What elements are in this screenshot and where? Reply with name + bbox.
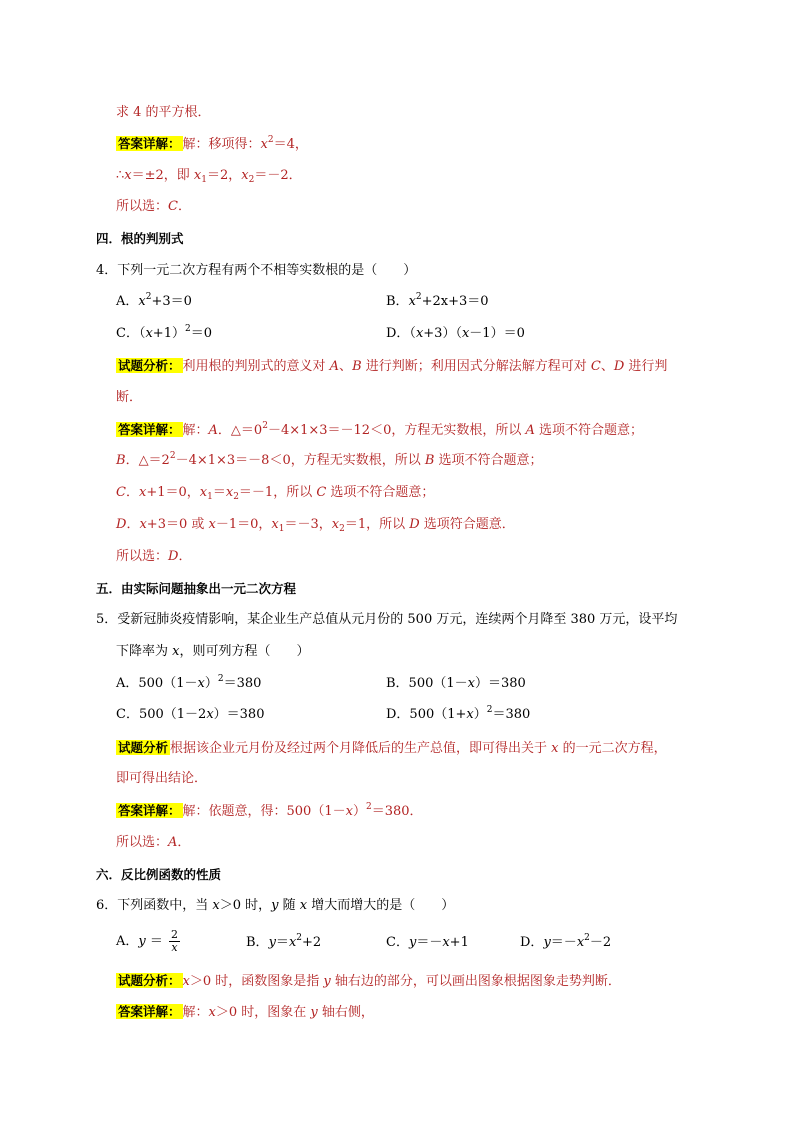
q5-option-a xyxy=(116,675,261,693)
q3-x1: x xyxy=(193,168,202,183)
q6-an-x: x xyxy=(182,974,190,989)
q6-answer-line xyxy=(116,1003,374,1022)
q4-c-x: x xyxy=(145,326,153,341)
answer-tag: 答案详解： xyxy=(118,1004,181,1019)
q6-stem-d: 增大而增大的是（ ） xyxy=(307,898,455,913)
q6-b-eq: ＝ xyxy=(275,935,289,950)
q4-a4-b: +3＝0 或 xyxy=(146,517,209,532)
q4-a4-xx: x xyxy=(208,517,216,532)
q4-a3-d: 选项不符合题意； xyxy=(326,485,435,500)
q4-a2-c: 选项不符合题意； xyxy=(434,453,543,468)
q4-a4-D2: D xyxy=(409,517,420,532)
q4-choose: 所以选： xyxy=(116,549,169,564)
q6-c-y: y xyxy=(408,935,417,950)
q3-pm: ＝±2，即 xyxy=(131,168,194,183)
q6-stem-a: 6．下列函数中，当 xyxy=(96,898,213,913)
q4-a1-c: －4×1×3＝－12＜0，方程无实数根，所以 xyxy=(267,423,526,438)
q4-c-label: C．（ xyxy=(116,326,146,341)
q4-a1-a: 解： xyxy=(182,423,209,438)
q4-option-a xyxy=(116,293,192,311)
q4-a2-B: B xyxy=(116,453,126,468)
q6-an-1: ＞0 时，函数图象是指 xyxy=(189,974,324,989)
q4-a3-s2: 2 xyxy=(233,492,239,502)
q6-a-den: x xyxy=(171,941,178,954)
q4-period: ． xyxy=(178,549,192,564)
q4-a-sup: 2 xyxy=(145,292,152,302)
q5-c-x: x xyxy=(206,707,214,722)
q6-b-sup: 2 xyxy=(296,933,303,943)
analysis-tag: 试题分析： xyxy=(118,358,181,373)
q4-an-2: 进行判断；利用因式分解法解方程可对 xyxy=(361,359,591,374)
q4-a3-x: x xyxy=(138,485,147,500)
q3-x: x xyxy=(124,168,132,183)
q6-an-2: 轴右边的部分，可以画出图象根据图象走势判断． xyxy=(330,974,621,989)
q4-answer-line2 xyxy=(116,452,543,470)
q4-an-1: 利用根的判别式的意义对 xyxy=(182,359,330,374)
q6-a-num: 2 xyxy=(171,928,179,941)
q4-an-D: D xyxy=(613,359,625,374)
q6-stem-c: 随 xyxy=(278,898,300,913)
q4-answer-line3 xyxy=(116,484,434,502)
q6-ans-b: ＞0 时，图象在 xyxy=(215,1005,311,1020)
q5-a-c: ＝380 xyxy=(223,676,262,691)
q6-stem-b: ＞0 时， xyxy=(219,898,272,913)
q4-a2-a: ．△＝2 xyxy=(125,453,170,468)
answer-tag: 答案详解： xyxy=(118,422,181,437)
q6-c-label: C． xyxy=(386,935,409,950)
q3-sub2: 2 xyxy=(248,175,255,185)
q6-c-rest: +1 xyxy=(449,935,469,950)
q5-ans-sup: 2 xyxy=(365,802,372,812)
q3-ans-sup: 2 xyxy=(267,135,274,145)
q4-an-C: C xyxy=(590,359,601,374)
q5-b-label: B．500（1－ xyxy=(386,676,468,691)
q6-stem-x: x xyxy=(212,898,220,913)
q6-ans-c: 轴右侧， xyxy=(317,1005,374,1020)
q6-a-fraction xyxy=(169,929,180,954)
q5-ans-x: x xyxy=(345,804,353,819)
q5-d-x: x xyxy=(466,707,474,722)
q4-stem: 4．下列一元二次方程有两个不相等实数根的是（ ） xyxy=(96,263,417,278)
q4-an-B: B xyxy=(352,359,362,374)
q6-analysis-line xyxy=(116,972,621,991)
q4-d-end: －1）＝0 xyxy=(469,326,525,341)
q4-option-d xyxy=(386,325,525,343)
q5-a-b: ） xyxy=(204,676,218,691)
q6-d-sup: 2 xyxy=(584,933,590,943)
q5-d-sup: 2 xyxy=(486,705,493,715)
q4-analysis-line2: 断． xyxy=(116,390,143,405)
q5-b-x: x xyxy=(467,676,475,691)
q3-sub1: 1 xyxy=(201,175,207,185)
q4-a4-d: ＝－3， xyxy=(284,517,332,532)
q6-an-y: y xyxy=(323,974,331,989)
q3-ans-a: 解：移项得： xyxy=(182,137,261,152)
q6-a-y: y xyxy=(138,934,146,949)
q5-ans-b: ） xyxy=(352,804,366,819)
q4-a2-sup: 2 xyxy=(169,451,176,461)
answer-tag: 答案详解： xyxy=(118,136,181,151)
q5-d-b: ） xyxy=(473,707,487,722)
q4-a1-b: ．△＝0 xyxy=(217,423,263,438)
q6-option-a xyxy=(116,928,182,956)
analysis-tag: 试题分析 xyxy=(118,740,169,755)
q5-option-d xyxy=(386,706,530,724)
q5-c-label: C．500（1－2 xyxy=(116,707,207,722)
q5-stem2x: x xyxy=(172,644,180,659)
q6-d-y: y xyxy=(543,935,551,950)
q4-a4-x: x xyxy=(139,517,147,532)
q3-line1: 求 4 的平方根． xyxy=(116,105,211,120)
q4-a3-b: +1＝0， xyxy=(146,485,200,500)
q5-a-label: A．500（1－ xyxy=(116,676,198,691)
q3-eqm2: ＝－2． xyxy=(254,168,302,183)
q5-c-c: ）＝380 xyxy=(213,707,265,722)
q5-d-label: D．500（1+ xyxy=(386,707,467,722)
q6-a-eq: ＝ xyxy=(145,934,168,949)
q5-ans-c: ＝380． xyxy=(371,804,423,819)
q3-choice-line xyxy=(116,198,191,216)
q4-a3-c: ＝－1，所以 xyxy=(238,485,317,500)
q4-a2-B2: B xyxy=(424,453,435,468)
q6-ans-x: x xyxy=(208,1005,216,1020)
q5-choose: 所以选： xyxy=(116,835,169,850)
q4-a4-f: 选项符合题意． xyxy=(419,517,515,532)
q5-ans-a: 解：依题意，得：500（1－ xyxy=(182,804,346,819)
q4-a3-C2: C xyxy=(316,485,327,500)
q3-text-line xyxy=(116,104,211,122)
q4-answer-line1 xyxy=(116,421,643,440)
q4-a-rest: +3＝0 xyxy=(151,294,192,309)
q4-choice: D xyxy=(168,549,179,564)
q4-a3-eq: ＝ xyxy=(212,485,226,500)
answer-tag: 答案详解： xyxy=(118,803,181,818)
q5-an-x: x xyxy=(551,741,559,756)
q6-b-label: B． xyxy=(246,935,269,950)
q4-a-label: A． xyxy=(116,294,139,309)
q4-a2-b: －4×1×3＝－8＜0，方程无实数根，所以 xyxy=(175,453,425,468)
q4-b-sup: 2 xyxy=(415,292,422,302)
q5-choice: A xyxy=(168,835,178,850)
q6-stem-x2: x xyxy=(299,898,308,913)
q3-choice: C xyxy=(168,199,178,214)
q5-stem-line1: 5．受新冠肺炎疫情影响，某企业生产总值从元月份的 500 万元，连续两个月降至 380 万元，设平均 xyxy=(96,612,678,627)
q3-ans-x: x xyxy=(260,137,268,152)
q4-a1-d: 选项不符合题意； xyxy=(534,423,644,438)
q5-an-2: 的一元二次方程， xyxy=(558,741,667,756)
q4-answer-line4 xyxy=(116,516,515,534)
q5-stem-line2 xyxy=(116,643,310,661)
q6-d-x: x xyxy=(576,935,585,950)
q4-b-rest: +2x+3＝0 xyxy=(421,294,489,309)
q6-ans-y: y xyxy=(310,1005,318,1020)
q4-a3-x2: x xyxy=(225,485,234,500)
q5-b-c: ）＝380 xyxy=(474,676,526,691)
q3-ans-b: ＝4， xyxy=(273,137,308,152)
q6-ans-a: 解： xyxy=(182,1005,209,1020)
q6-d-eq: ＝－ xyxy=(550,935,577,950)
analysis-tag: 试题分析： xyxy=(118,973,181,988)
q4-c-rest: +1） xyxy=(152,326,185,341)
q4-a4-e: ＝1，所以 xyxy=(344,517,410,532)
q4-an-sep: 、 xyxy=(339,359,353,374)
q3-roots-line xyxy=(116,167,302,185)
q5-stem2b: ，则可列方程（ ） xyxy=(179,644,310,659)
q4-an-A: A xyxy=(329,359,340,374)
q4-an-sep2: 、 xyxy=(600,359,614,374)
q6-d-label: D． xyxy=(520,935,544,950)
q4-b-label: B． xyxy=(386,294,409,309)
q4-c-sup: 2 xyxy=(184,324,191,334)
q4-analysis-line1 xyxy=(116,357,667,376)
q4-c-end: ＝0 xyxy=(190,326,212,341)
q4-a1-A: A xyxy=(208,423,218,438)
q3-choose: 所以选： xyxy=(116,199,169,214)
q4-a1-sup: 2 xyxy=(262,421,268,431)
q6-b-x: x xyxy=(288,935,297,950)
q4-a-x: x xyxy=(138,294,146,309)
q6-b-rest: +2 xyxy=(302,935,322,950)
q6-option-d xyxy=(520,934,611,952)
q6-option-c xyxy=(386,934,469,952)
q5-option-c xyxy=(116,706,264,724)
q4-b-x: x xyxy=(408,294,416,309)
q5-a-sup: 2 xyxy=(217,674,224,684)
section-heading-5: 五．由实际问题抽象出一元二次方程 xyxy=(96,581,297,596)
q6-b-y: y xyxy=(268,935,276,950)
q4-a4-s2: 2 xyxy=(339,524,345,534)
q6-d-rest: －2 xyxy=(589,935,612,950)
q5-period: ． xyxy=(177,835,191,850)
q3-period: ． xyxy=(177,199,191,214)
q6-a-label: A． xyxy=(116,934,139,949)
q3-answer-line xyxy=(116,135,308,154)
q4-option-c xyxy=(116,325,212,343)
q4-a4-s1: 1 xyxy=(278,524,285,534)
q3-x2: x xyxy=(241,168,249,183)
q4-choice-line xyxy=(116,548,191,566)
section-heading-6: 六．反比例函数的性质 xyxy=(96,867,222,882)
q4-a4-D: D xyxy=(116,517,127,532)
q5-option-b xyxy=(386,675,526,693)
q5-analysis-line1 xyxy=(116,739,667,758)
q6-option-b xyxy=(246,934,321,952)
q5-analysis-line2: 即可得出结论． xyxy=(116,771,208,786)
q6-c-x: x xyxy=(442,935,450,950)
q3-therefore: ∴ xyxy=(116,168,125,183)
q4-option-b xyxy=(386,293,489,311)
q4-a3-x1: x xyxy=(199,485,208,500)
q4-a3-a: ． xyxy=(125,485,139,500)
q4-a4-c: －1＝0， xyxy=(215,517,272,532)
q4-an-3: 进行判 xyxy=(624,359,668,374)
q5-d-c: ＝380 xyxy=(492,707,531,722)
q5-an-1: 根据该企业元月份及经过两个月降低后的生产总值，即可得出关于 xyxy=(170,741,552,756)
q6-stem-y: y xyxy=(271,898,279,913)
q4-a1-A2: A xyxy=(525,423,535,438)
q4-d-label: D．（ xyxy=(386,326,416,341)
q6-c-eq: ＝－ xyxy=(416,935,443,950)
q4-d-x: x xyxy=(415,326,424,341)
q5-answer-line xyxy=(116,802,423,821)
q5-choice-line xyxy=(116,834,190,852)
q5-a-x: x xyxy=(197,676,205,691)
q3-eq2: ＝2， xyxy=(207,168,242,183)
q4-a4-a: ． xyxy=(126,517,140,532)
q4-a4-x1: x xyxy=(271,517,279,532)
q4-a4-x2: x xyxy=(331,517,340,532)
q4-a3-C: C xyxy=(116,485,126,500)
q6-stem xyxy=(96,897,454,915)
section-heading-4: 四．根的判别式 xyxy=(96,231,184,246)
q4-d-x2: x xyxy=(461,326,470,341)
q4-a3-s1: 1 xyxy=(207,492,213,502)
q5-stem2a: 下降率为 xyxy=(116,644,173,659)
q4-d-mid: +3）（ xyxy=(423,326,462,341)
